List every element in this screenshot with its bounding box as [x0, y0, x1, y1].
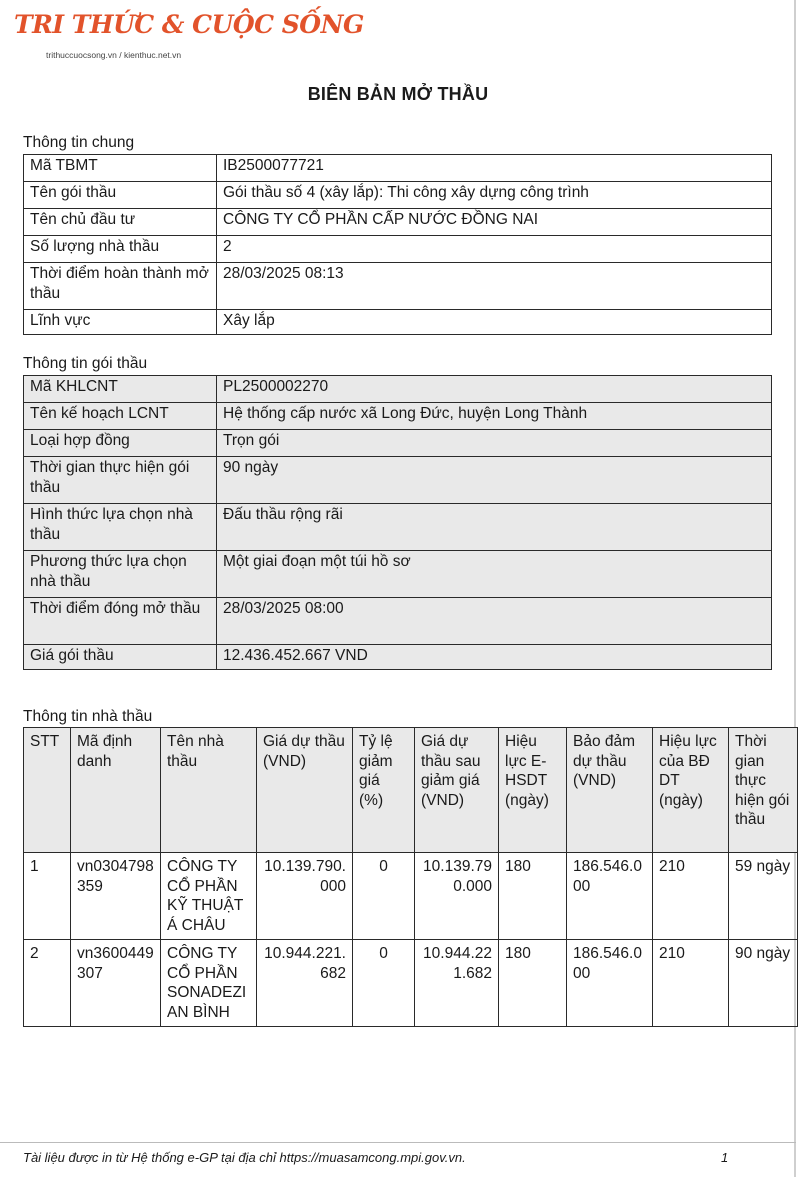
- bidder-cell: 90 ngày: [729, 940, 798, 1027]
- package-info-label: Mã KHLCNT: [24, 376, 217, 403]
- logo-title: TRI THỨC & CUỘC SỐNG: [14, 10, 364, 39]
- column-header: STT: [24, 728, 71, 853]
- general-info-value: 2: [217, 236, 772, 263]
- package-info-value: 12.436.452.667 VND: [217, 645, 772, 670]
- bidder-row: [24, 853, 798, 940]
- bidder-cell: 10.139.790.000: [415, 853, 499, 940]
- bidder-cell: 10.139.790.000: [257, 853, 353, 940]
- package-info-value: Hệ thống cấp nước xã Long Đức, huyện Long Thành: [217, 403, 772, 430]
- package-info-row: [24, 376, 772, 403]
- general-info-value: Xây lắp: [217, 310, 772, 335]
- general-info-row: [24, 263, 772, 310]
- package-info-row: [24, 430, 772, 457]
- footer-note: Tài liệu được in từ Hệ thống e-GP tại địa chỉ https://muasamcong.mpi.gov.vn.: [23, 1150, 466, 1165]
- package-info-value: PL2500002270: [217, 376, 772, 403]
- package-info-row: [24, 551, 772, 598]
- bidder-cell: 1: [24, 853, 71, 940]
- general-info-row: [24, 236, 772, 263]
- general-info-label: Tên chủ đầu tư: [24, 209, 217, 236]
- general-info-label: Lĩnh vực: [24, 310, 217, 335]
- package-info-row: [24, 457, 772, 504]
- general-info-table: [23, 154, 772, 335]
- package-info-value: Một giai đoạn một túi hồ sơ: [217, 551, 772, 598]
- package-info-row: [24, 403, 772, 430]
- bidder-cell: 180: [499, 940, 567, 1027]
- bidder-cell: 0: [353, 940, 415, 1027]
- column-header: Hiệu lực E-HSDT (ngày): [499, 728, 567, 853]
- general-info-label: Thời điểm hoàn thành mở thầu: [24, 263, 217, 310]
- column-header: Hiệu lực của BĐ DT (ngày): [653, 728, 729, 853]
- bidder-cell: 59 ngày: [729, 853, 798, 940]
- bidder-cell: 186.546.000: [567, 940, 653, 1027]
- bidder-cell: vn3600449307: [71, 940, 161, 1027]
- column-header: Tỷ lệ giảm giá (%): [353, 728, 415, 853]
- column-header: Giá dự thầu (VND): [257, 728, 353, 853]
- bidder-row: [24, 940, 798, 1027]
- bidder-cell: 186.546.000: [567, 853, 653, 940]
- bidder-cell: 210: [653, 940, 729, 1027]
- section-heading-package: Thông tin gói thầu: [23, 355, 148, 372]
- general-info-value: Gói thầu số 4 (xây lắp): Thi công xây dựng công trình: [217, 182, 772, 209]
- publisher-logo: [14, 4, 364, 64]
- bidders-header-row: [24, 728, 798, 853]
- bidder-cell: CÔNG TY CỔ PHẦN SONADEZI AN BÌNH: [161, 940, 257, 1027]
- general-info-row: [24, 182, 772, 209]
- section-heading-bidders: Thông tin nhà thầu: [23, 708, 153, 725]
- footer-divider: [0, 1142, 796, 1143]
- general-info-row: [24, 209, 772, 236]
- bidder-cell: 0: [353, 853, 415, 940]
- general-info-label: Mã TBMT: [24, 155, 217, 182]
- package-info-label: Phương thức lựa chọn nhà thầu: [24, 551, 217, 598]
- column-header: Bảo đảm dự thầu (VND): [567, 728, 653, 853]
- package-info-row: [24, 598, 772, 645]
- package-info-label: Loại hợp đồng: [24, 430, 217, 457]
- package-info-value: Trọn gói: [217, 430, 772, 457]
- package-info-value: Đấu thầu rộng rãi: [217, 504, 772, 551]
- bidder-cell: 2: [24, 940, 71, 1027]
- column-header: Mã định danh: [71, 728, 161, 853]
- general-info-value: IB2500077721: [217, 155, 772, 182]
- section-heading-general: Thông tin chung: [23, 134, 135, 151]
- column-header: Tên nhà thầu: [161, 728, 257, 853]
- column-header: Thời gian thực hiện gói thầu: [729, 728, 798, 853]
- package-info-row: [24, 504, 772, 551]
- document-title: BIÊN BẢN MỞ THẦU: [307, 84, 489, 104]
- column-header: Giá dự thầu sau giảm giá (VND): [415, 728, 499, 853]
- bidder-cell: vn0304798359: [71, 853, 161, 940]
- general-info-value: 28/03/2025 08:13: [217, 263, 772, 310]
- bidders-table: [23, 727, 798, 1027]
- general-info-value: CÔNG TY CỔ PHẦN CẤP NƯỚC ĐỒNG NAI: [217, 209, 772, 236]
- package-info-label: Hình thức lựa chọn nhà thầu: [24, 504, 217, 551]
- bidder-cell: 10.944.221.682: [415, 940, 499, 1027]
- page-number: 1: [721, 1150, 729, 1165]
- package-info-row: [24, 645, 772, 670]
- package-info-label: Giá gói thầu: [24, 645, 217, 670]
- package-info-table: [23, 375, 772, 670]
- package-info-label: Tên kế hoạch LCNT: [24, 403, 217, 430]
- logo-subtitle: trithuccuocsong.vn / kienthuc.net.vn: [46, 50, 182, 60]
- package-info-value: 28/03/2025 08:00: [217, 598, 772, 645]
- package-info-label: Thời gian thực hiện gói thầu: [24, 457, 217, 504]
- bidder-cell: CÔNG TY CỔ PHẦN KỸ THUẬT Á CHÂU: [161, 853, 257, 940]
- package-info-label: Thời điểm đóng mở thầu: [24, 598, 217, 645]
- general-info-label: Tên gói thầu: [24, 182, 217, 209]
- bidder-cell: 10.944.221.682: [257, 940, 353, 1027]
- package-info-value: 90 ngày: [217, 457, 772, 504]
- general-info-row: [24, 310, 772, 335]
- bidder-cell: 210: [653, 853, 729, 940]
- general-info-row: [24, 155, 772, 182]
- general-info-label: Số lượng nhà thầu: [24, 236, 217, 263]
- bidder-cell: 180: [499, 853, 567, 940]
